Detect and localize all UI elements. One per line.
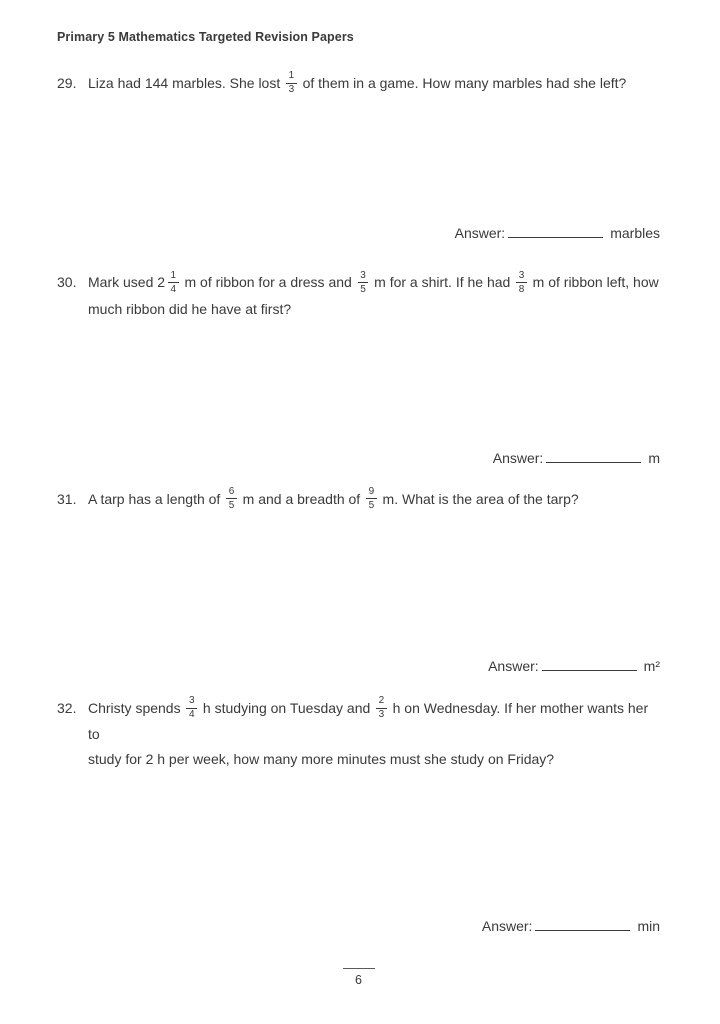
question-30: [57, 270, 660, 465]
question-row: [57, 71, 660, 97]
question-text: Liza had 144 marbles. She lost $\frac{1}{3}$ of them in a game. How many marbles had she left?: [88, 70, 627, 96]
answer-unit: m: [648, 449, 660, 466]
answer-blank[interactable]: [546, 450, 641, 463]
fraction: $\frac{6}{5}$: [226, 486, 237, 512]
fraction: $\frac{3}{4}$: [186, 695, 197, 721]
mixed-number-whole: 2: [157, 274, 166, 291]
question-row: [57, 696, 660, 772]
answer-unit: marbles: [610, 225, 660, 242]
question-row: [57, 270, 660, 321]
fraction: $\frac{1}{3}$: [286, 70, 297, 96]
question-row: [57, 487, 660, 513]
page-title: Primary 5 Mathematics Targeted Revision Papers: [57, 30, 354, 44]
answer-row: [57, 918, 660, 934]
answer-row: [57, 450, 660, 466]
answer-label: Answer:: [492, 449, 544, 466]
answer-row: [57, 658, 660, 674]
fraction: $\frac{1}{4}$: [168, 270, 179, 296]
answer-unit: min: [637, 918, 660, 935]
question-number: 31.: [57, 490, 77, 507]
question-number: 32.: [57, 699, 77, 716]
answer-unit: m²: [643, 657, 660, 674]
answer-label: Answer:: [481, 918, 533, 935]
question-number: 29.: [57, 75, 77, 91]
fraction: $\frac{3}{5}$: [358, 270, 369, 296]
question-31: [57, 487, 660, 674]
answer-blank[interactable]: [542, 658, 637, 671]
answer-row: [57, 225, 660, 241]
answer-blank[interactable]: [508, 225, 603, 238]
answer-label: Answer:: [488, 657, 539, 674]
fraction: $\frac{9}{5}$: [366, 486, 377, 512]
question-text: Mark used 2 $\frac{1}{4}$ m of ribbon for a dress and $\frac{3}{5}$ m for a shirt. If he had $\frac{3}{8}$ m of ribbon left, how much ribbon did he have at first?: [88, 269, 659, 317]
answer-blank[interactable]: [535, 918, 630, 931]
answer-label: Answer:: [454, 225, 506, 242]
question-32: [57, 696, 660, 934]
fraction: $\frac{2}{3}$: [376, 695, 387, 721]
fraction: $\frac{3}{8}$: [516, 270, 527, 296]
question-number: 30.: [57, 274, 77, 291]
footer-rule: [343, 968, 375, 969]
question-text: A tarp has a length of $\frac{6}{5}$ m and a breadth of $\frac{9}{5}$ m. What is the area of the tarp?: [88, 485, 579, 511]
question-29: [57, 71, 660, 241]
page-footer: [57, 968, 660, 987]
page-number: 6: [355, 973, 362, 988]
question-text: Christy spends $\frac{3}{4}$ h studying on Tuesday and $\frac{2}{3}$ h on Wednesday. If her mother wants her to study for 2 h per week, how many more minutes must she study on Friday?: [88, 695, 649, 768]
